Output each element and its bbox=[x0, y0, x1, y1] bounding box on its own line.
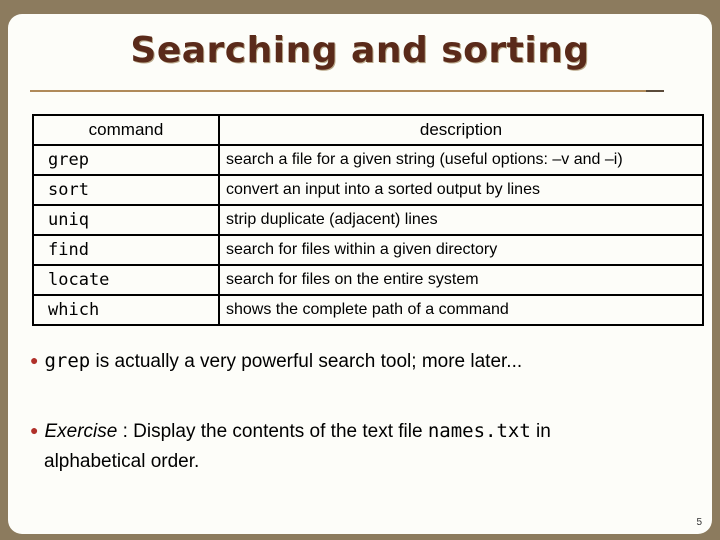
table-row bbox=[33, 145, 703, 175]
bullet-code: grep bbox=[44, 350, 91, 372]
table-row bbox=[33, 235, 703, 265]
table-row bbox=[33, 265, 703, 295]
exercise-code: names.txt bbox=[427, 420, 531, 442]
bullet-dot-icon: ● bbox=[30, 422, 39, 438]
description-cell: shows the complete path of a command bbox=[219, 295, 703, 325]
description-cell: convert an input into a sorted output by lines bbox=[219, 175, 703, 205]
bullet-text: is actually a very powerful search tool; more later... bbox=[90, 351, 523, 372]
description-cell: search a file for a given string (useful options: –v and –i) bbox=[219, 145, 703, 175]
command-cell: find bbox=[33, 235, 219, 265]
slide-title: Searching and sorting bbox=[130, 30, 590, 71]
exercise-text: : Display the contents of the text file bbox=[117, 421, 428, 442]
description-cell: search for files on the entire system bbox=[219, 265, 703, 295]
table-row bbox=[33, 175, 703, 205]
title-underline-end bbox=[646, 90, 664, 92]
table-row bbox=[33, 205, 703, 235]
header-description: description bbox=[219, 115, 703, 145]
table-row bbox=[33, 295, 703, 325]
command-cell: which bbox=[33, 295, 219, 325]
description-cell: search for files within a given directory bbox=[219, 235, 703, 265]
page-number: 5 bbox=[696, 517, 702, 528]
exercise-text-end: in bbox=[530, 421, 551, 442]
command-cell: uniq bbox=[33, 205, 219, 235]
exercise-label: Exercise bbox=[44, 421, 118, 442]
command-cell: sort bbox=[33, 175, 219, 205]
slide bbox=[8, 14, 712, 534]
command-cell: locate bbox=[33, 265, 219, 295]
bullet-dot-icon: ● bbox=[30, 352, 39, 368]
bullet-grep bbox=[30, 350, 522, 373]
commands-table bbox=[32, 114, 704, 326]
bullet-exercise bbox=[30, 416, 551, 477]
table-header-row bbox=[33, 115, 703, 145]
description-cell: strip duplicate (adjacent) lines bbox=[219, 205, 703, 235]
header-command: command bbox=[33, 115, 219, 145]
exercise-text-line2: alphabetical order. bbox=[44, 451, 200, 472]
title-underline bbox=[30, 90, 664, 92]
command-cell: grep bbox=[33, 145, 219, 175]
